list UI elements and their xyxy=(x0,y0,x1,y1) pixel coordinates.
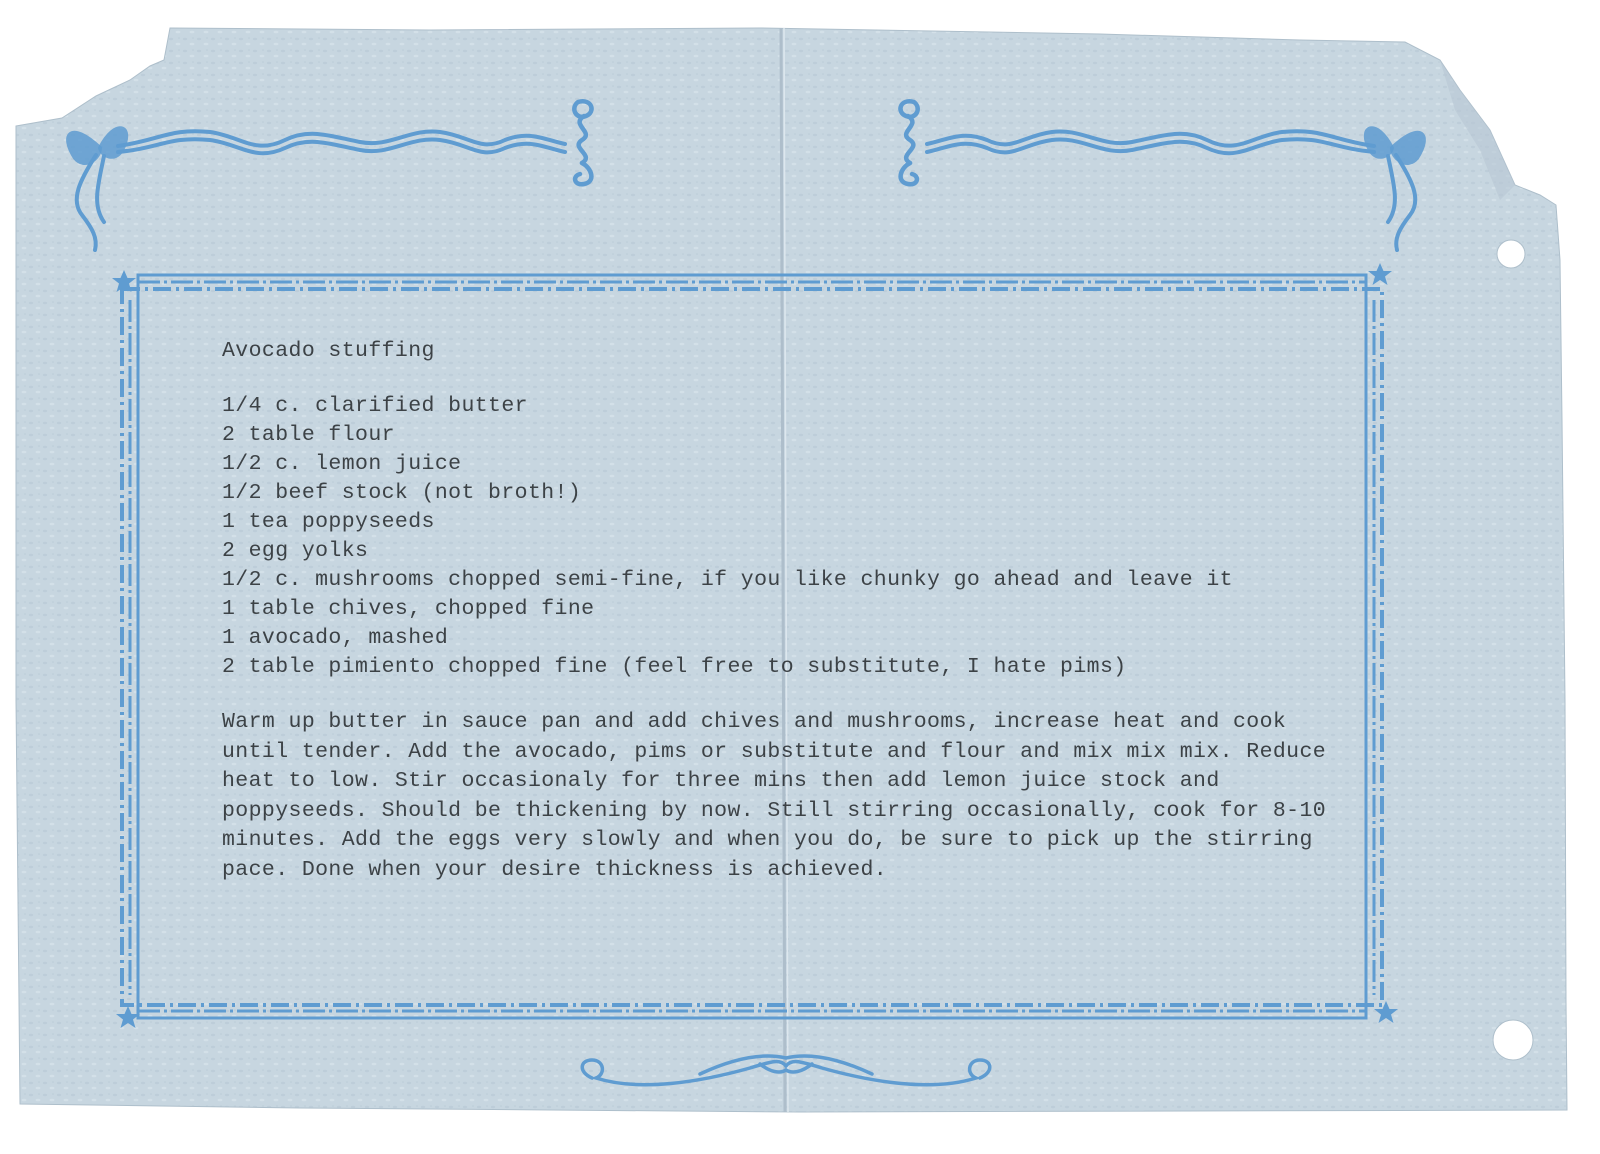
ingredient-item: 1 avocado, mashed xyxy=(222,626,449,650)
ingredient-item: 1/2 beef stock (not broth!) xyxy=(222,481,582,505)
recipe-text xyxy=(222,336,1347,885)
ingredient-item: 1/2 c. lemon juice xyxy=(222,452,462,476)
punch-hole xyxy=(1493,1020,1533,1060)
ingredient-item: 1/2 c. mushrooms chopped semi-fine, if you like chunky go ahead and leave it xyxy=(222,568,1233,592)
ingredient-item: 1 tea poppyseeds xyxy=(222,510,435,534)
ingredient-item: 2 table pimiento chopped fine (feel free to substitute, I hate pims) xyxy=(222,655,1127,679)
punch-hole xyxy=(1497,240,1525,268)
ingredient-item: 2 egg yolks xyxy=(222,539,369,563)
ingredient-item: 1 table chives, chopped fine xyxy=(222,597,595,621)
recipe-title: Avocado stuffing xyxy=(222,339,435,363)
ingredient-item: 2 table flour xyxy=(222,423,395,447)
ingredient-item: 1/4 c. clarified butter xyxy=(222,394,528,418)
recipe-directions: Warm up butter in sauce pan and add chives and mushrooms, increase heat and cook until tender. Add the avocado, pims or substitute and flour and mix mix mix. Reduce heat to low. Stir occasionaly for three mins then add lemon juice stock and poppyseeds. Should be thickening by now. Still stirring occasionally, cook for 8-10 minutes. Add the eggs very slowly and when you do, be sure to pick up the stirring pace. Done when your desire thickness is achieved. xyxy=(222,710,1327,882)
ingredient-list xyxy=(222,392,1347,682)
